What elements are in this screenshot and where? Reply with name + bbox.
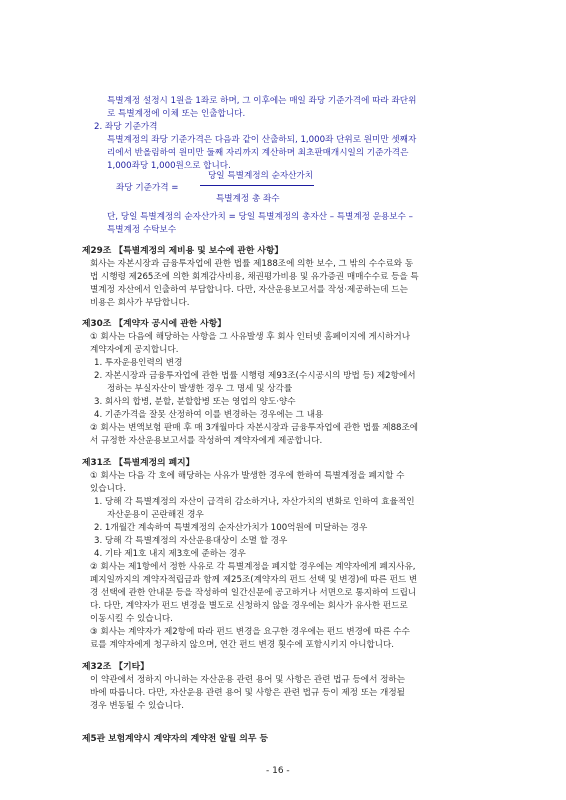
article-30-para-1-line-1: ① 회사는 다음에 해당하는 사항을 그 사유발생 후 회사 인터넷 홈페이지에 게시하거나 bbox=[90, 332, 411, 342]
article-29-line-2: 법 시행령 제265조에 의한 회계감사비용, 채권평가비용 및 유가증권 매매수수료 등을 특 bbox=[90, 272, 419, 282]
article-30-item-4: 4. 기준가격을 잘못 산정하여 이를 변경하는 경우에는 그 내용 bbox=[94, 410, 324, 420]
article-32-line-1: 이 약관에서 정하지 아니하는 자산운용 관련 용어 및 사항은 관련 법규 등에서 정하는 bbox=[90, 675, 406, 685]
article-31-item-1-line-1: 1. 당해 각 특별계정의 자산이 급격히 감소하거나, 자산가치의 변화로 인하여 효율적인 bbox=[94, 497, 415, 507]
item2-line-3: 1,000좌당 1,000원으로 합니다. bbox=[107, 161, 231, 171]
article-29-line-1: 회사는 자본시장과 금융투자업에 관한 법률 제188조에 의한 보수, 그 밖의 수수료와 동 bbox=[90, 259, 414, 269]
article-32-title: 제32조 【기타】 bbox=[82, 662, 149, 672]
formula-numerator: 당일 특별계정의 순자산가치 bbox=[208, 171, 314, 181]
note-line-2: 특별계정 수탁보수 bbox=[107, 225, 177, 235]
formula-label: 좌당 기준가격 = bbox=[116, 183, 179, 193]
article-29-line-4: 비용은 회사가 부담합니다. bbox=[90, 298, 190, 308]
note-line-1: 단, 당일 특별계정의 순자산가치 = 당일 특별계정의 총자산 – 특별계정 운용보수 – bbox=[107, 212, 413, 222]
article-29-line-3: 별계정 자산에서 인출하여 부담합니다. 다만, 자산운용보고서를 작성·제공하는데 드는 bbox=[90, 285, 408, 295]
article-30-item-1: 1. 투자운용인력의 변경 bbox=[94, 358, 183, 368]
article-31-item-2: 2. 1개월간 계속하여 특별계정의 순자산가치가 100억원에 미달하는 경우 bbox=[94, 523, 368, 533]
article-30-item-3: 3. 회사의 합병, 분할, 분할합병 또는 영업의 양도·양수 bbox=[94, 397, 296, 407]
section-5-title: 제5관 보험계약시 계약자의 계약전 알릴 의무 등 bbox=[82, 734, 268, 744]
intro-line-2: 로 특별계정에 이체 또는 인출합니다. bbox=[107, 109, 246, 119]
article-31-title: 제31조 【특별계정의 폐지】 bbox=[82, 458, 195, 468]
article-31-para-2-line-2: 폐지일까지의 계약자적립금과 함께 제25조(계약자의 펀드 선택 및 변경)에 따른 펀드 변 bbox=[90, 575, 418, 585]
article-31-para-1-line-1: ① 회사는 다음 각 호에 해당하는 사유가 발생한 경우에 한하여 특별계정을 폐지할 수 bbox=[90, 471, 405, 481]
article-30-para-2-line-2: 서 규정한 자산운용보고서를 작성하여 계약자에게 제공합니다. bbox=[90, 436, 323, 446]
intro-line-1: 특별계정 설정시 1원을 1좌로 하며, 그 이후에는 매일 좌당 기준가격에 따라 좌단위 bbox=[107, 96, 417, 106]
article-30-title: 제30조 【계약자 공시에 관한 사항】 bbox=[82, 319, 227, 329]
article-31-para-1-line-2: 있습니다. bbox=[90, 484, 126, 494]
article-31-item-4: 4. 기타 제1호 내지 제3호에 준하는 경우 bbox=[94, 549, 246, 559]
article-30-item-2-line-1: 2. 자본시장과 금융투자업에 관한 법률 시행령 제93조(수시공시의 방법 등) 제2항에서 bbox=[94, 371, 416, 381]
page-number: - 16 - bbox=[266, 766, 290, 776]
formula-fraction-line bbox=[200, 185, 314, 186]
article-31-para-2-line-3: 경 선택에 관한 안내문 등을 작성하여 일간신문에 공고하거나 서면으로 통지하여 드립니 bbox=[90, 588, 417, 598]
article-30-para-2-line-1: ② 회사는 변액보험 판매 후 매 3개월마다 자본시장과 금융투자업에 관한 법률 제88조에 bbox=[90, 423, 419, 433]
article-31-para-3-line-2: 료를 계약자에게 청구하지 않으며, 연간 펀드 변경 횟수에 포함시키지 아니합니다. bbox=[90, 640, 395, 650]
formula-denominator: 특별계정 총 좌수 bbox=[216, 194, 280, 204]
article-31-para-3-line-1: ③ 회사는 계약자가 제2항에 따라 펀드 변경을 요구한 경우에는 펀드 변경에 따른 수수 bbox=[90, 627, 410, 637]
article-31-para-2-line-1: ② 회사는 제1항에서 정한 사유로 각 특별계정을 폐지할 경우에는 계약자에게 폐지사유, bbox=[90, 562, 416, 572]
item2-line-1: 특별계정의 좌당 기준가격은 다음과 같이 산출하되, 1,000좌 단위로 원미만 셋째자 bbox=[107, 135, 417, 145]
article-29-title: 제29조 【특별계정의 제비용 및 보수에 관한 사항】 bbox=[82, 246, 284, 256]
article-31-para-2-line-5: 이동시킬 수 있습니다. bbox=[90, 614, 173, 624]
article-30-para-1-line-2: 계약자에게 공지합니다. bbox=[90, 345, 179, 355]
article-31-item-3: 3. 당해 각 특별계정의 자산운용대상이 소멸 할 경우 bbox=[94, 536, 288, 546]
item2-line-2: 리에서 반올림하여 원미만 둘째 자리까지 계산하며 최초판매개시일의 기준가격은 bbox=[107, 148, 409, 158]
article-30-item-2-line-2: 정하는 부실자산이 발생한 경우 그 명세 및 상각률 bbox=[107, 384, 293, 394]
article-31-item-1-line-2: 자산운용이 곤란해진 경우 bbox=[107, 510, 204, 520]
article-32-line-2: 바에 따릅니다. 다만, 자산운용 관련 용어 및 사항은 관련 법규 등이 제정 또는 개정될 bbox=[90, 688, 405, 698]
article-31-para-2-line-4: 다. 다만, 계약자가 펀드 변경을 별도로 신청하지 않을 경우에는 회사가 유사한 펀드로 bbox=[90, 601, 408, 611]
article-32-line-3: 경우 변동될 수 있습니다. bbox=[90, 701, 184, 711]
item2-title: 2. 좌당 기준가격 bbox=[94, 122, 158, 132]
